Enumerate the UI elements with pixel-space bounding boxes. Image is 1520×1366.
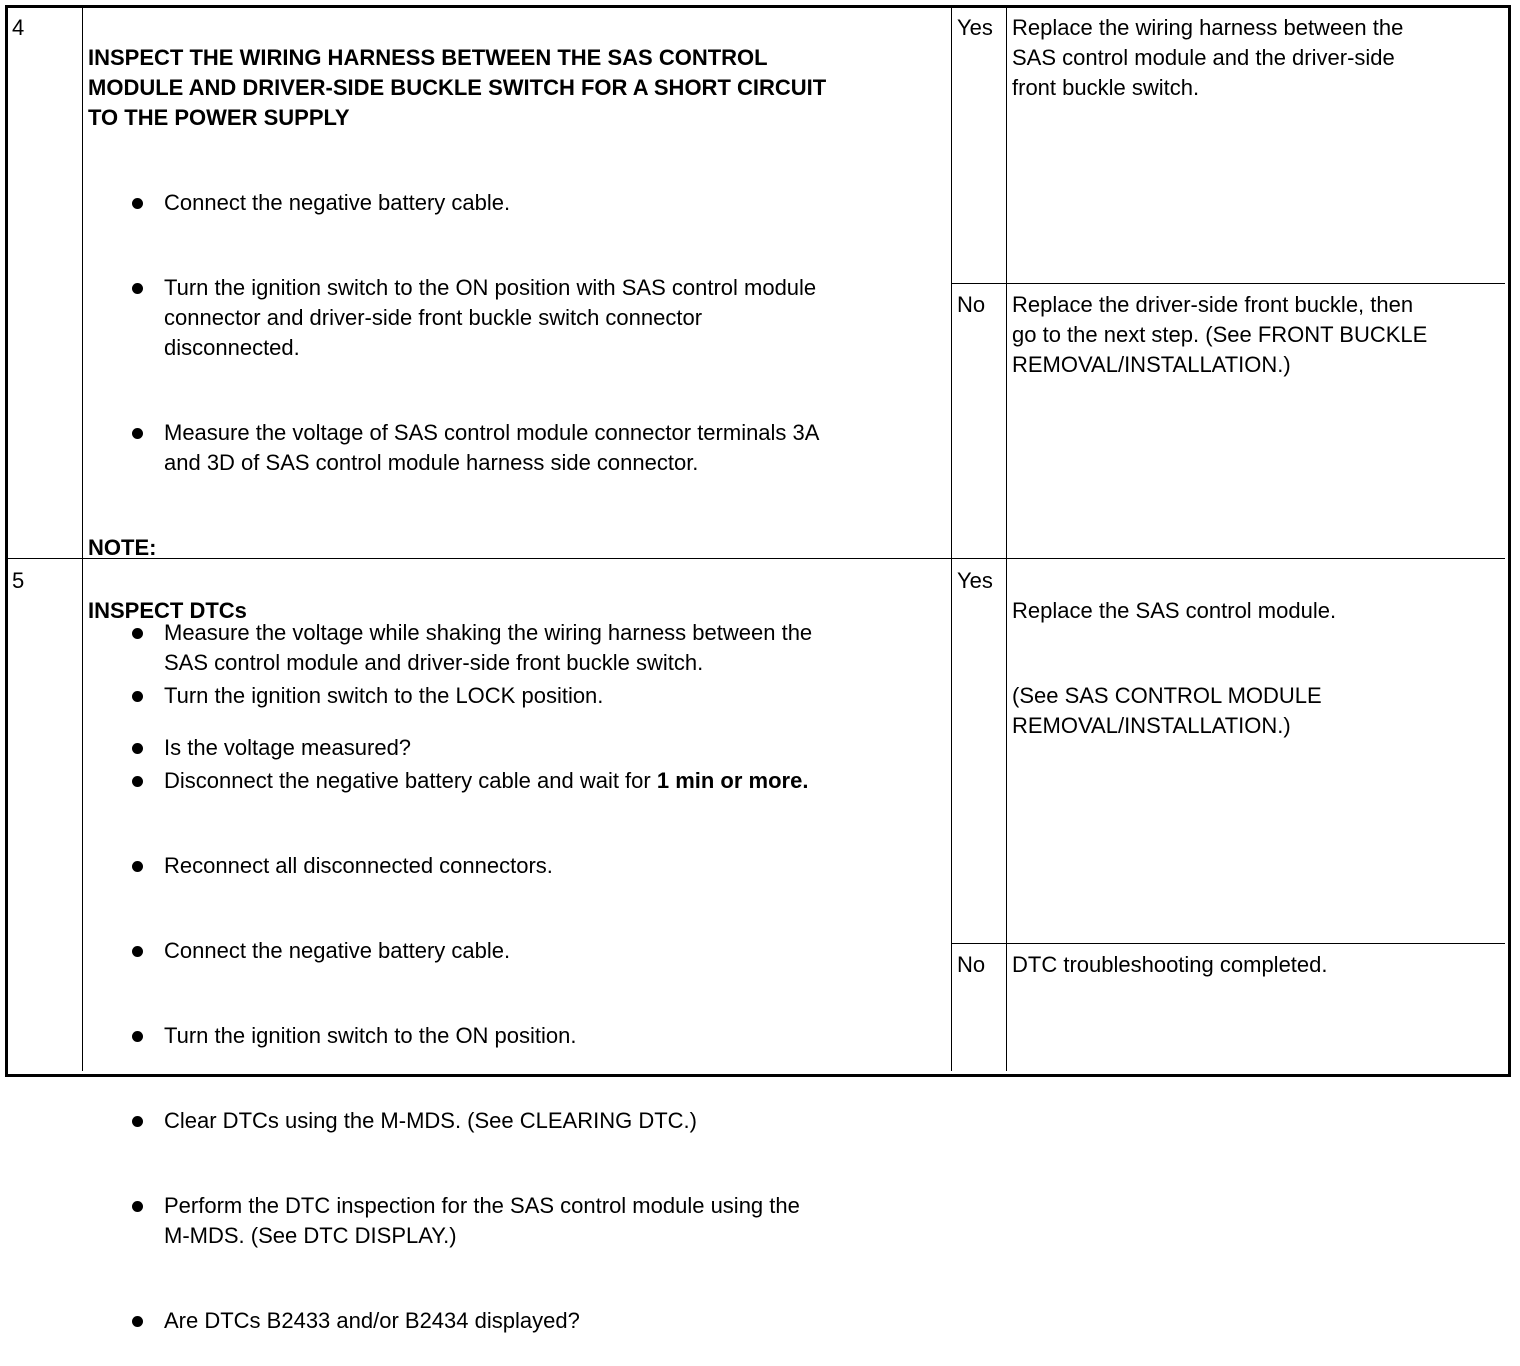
yes-label: Yes <box>957 15 993 40</box>
no-label: No <box>957 952 986 977</box>
list-item: Turn the ignition switch to the LOCK position. <box>88 681 948 711</box>
divider <box>1006 8 1007 1071</box>
yes-label: Yes <box>957 568 993 593</box>
bullet-icon <box>132 1116 143 1127</box>
list-item: Disconnect the negative battery cable and wait for 1 min or more. <box>88 766 948 796</box>
step-heading: INSPECT THE WIRING HARNESS BETWEEN THE SAS CONTROL MODULE AND DRIVER-SIDE BUCKLE SWITCH FOR A SHORT CIRCUIT TO THE POWER SUPPLY <box>88 45 827 130</box>
list-item: Clear DTCs using the M-MDS. (See CLEARING DTC.) <box>88 1106 948 1136</box>
list-item: Reconnect all disconnected connectors. <box>88 851 948 881</box>
yes-action-reference: (See SAS CONTROL MODULE REMOVAL/INSTALLATION.) <box>1012 683 1322 738</box>
list-item: Measure the voltage of SAS control module connector terminals 3A and 3D of SAS control module harness side connector. <box>88 418 948 478</box>
bullet-icon <box>132 776 143 787</box>
list-item: Turn the ignition switch to the ON position. <box>88 1021 948 1051</box>
step-number: 4 <box>12 15 25 40</box>
bullet-icon <box>132 428 143 439</box>
divider <box>951 8 952 1071</box>
bullet-icon <box>132 861 143 872</box>
yes-action: Replace the wiring harness between the SAS control module and the driver-side front buckle switch. <box>1012 15 1404 100</box>
bullet-icon <box>132 283 143 294</box>
list-item: Perform the DTC inspection for the SAS control module using the M-MDS. (See DTC DISPLAY.) <box>88 1191 948 1251</box>
divider <box>951 283 1505 284</box>
yes-action: Replace the SAS control module. (See SAS CONTROL MODULE REMOVAL/INSTALLATION.) <box>1012 566 1502 771</box>
step-heading: INSPECT DTCs <box>88 598 247 623</box>
list-item: Is the voltage measured? <box>88 733 948 763</box>
no-action: Replace the driver-side front buckle, then go to the next step. (See FRONT BUCKLE REMOVAL/INSTALLATION.) <box>1012 292 1428 377</box>
bullet-icon <box>132 691 143 702</box>
list-item: Are DTCs B2433 and/or B2434 displayed? <box>88 1306 948 1336</box>
wait-time: 1 min or more. <box>656 768 809 793</box>
list-item: Connect the negative battery cable. <box>88 936 948 966</box>
bullet-icon <box>132 1031 143 1042</box>
bullet-icon <box>132 1201 143 1212</box>
divider <box>82 8 83 1071</box>
list-item: Turn the ignition switch to the ON position with SAS control module connector and driver-side front buckle switch connector disconnected. <box>88 273 948 363</box>
note-label: NOTE: <box>88 535 157 560</box>
divider <box>951 943 1505 944</box>
list-item: Connect the negative battery cable. <box>88 188 948 218</box>
no-action: DTC troubleshooting completed. <box>1012 952 1328 977</box>
bullet-icon <box>132 198 143 209</box>
bullet-icon <box>132 1316 143 1327</box>
no-label: No <box>957 292 986 317</box>
step-5-content <box>88 566 948 1366</box>
list-item: Measure the voltage while shaking the wiring harness between the SAS control module and driver-side front buckle switch. <box>88 618 948 678</box>
step-number: 5 <box>12 568 25 593</box>
bullet-icon <box>132 946 143 957</box>
